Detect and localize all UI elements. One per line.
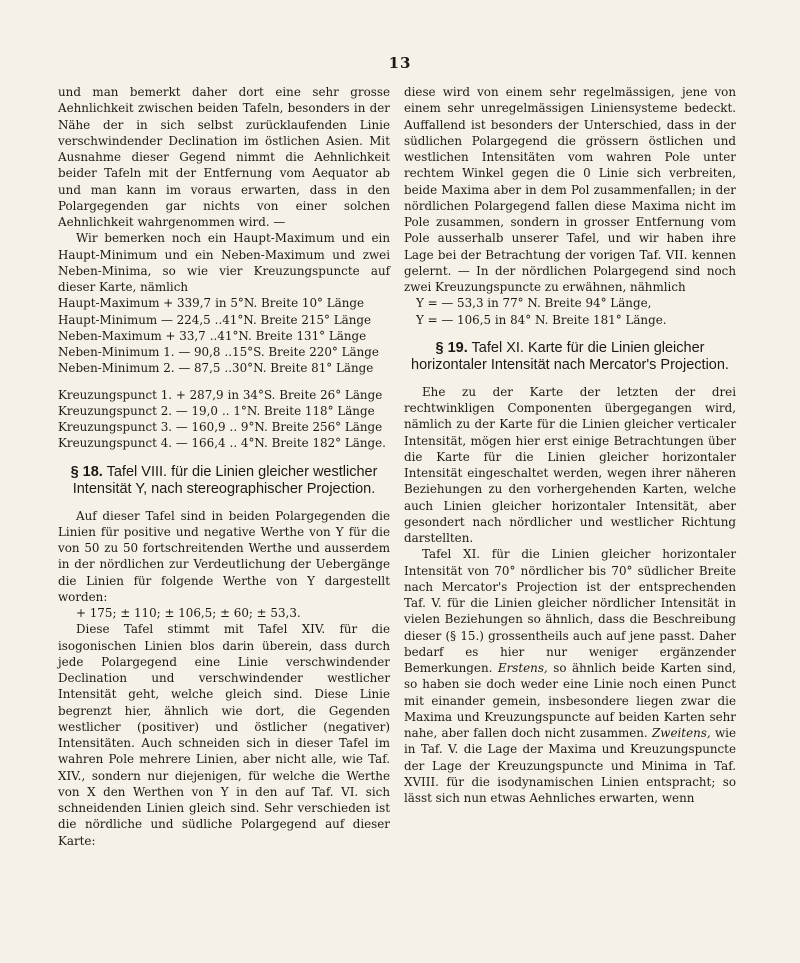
- crossing-row: [58, 419, 390, 435]
- emphasis-zweitens: Zweitens,: [652, 726, 711, 740]
- row-label: Kreuzungspunct 2. — 19,0: [58, 403, 218, 418]
- paragraph: Ehe zu der Karte der letzten der drei rechtwinkligen Componenten übergegangen wird, nämlich zu der Karte für die Linien gleicher verticaler Intensität, mögen hier erst einige Betrachtungen über die Karte für die Linien gleicher horizontaler Intensität eingeschaltet werden, wegen ihrer näheren Beziehungen zu den vorhergehenden Karten, welche auch Linien gleicher horizontaler Intensität, aber gesondert nach nördlicher und westlicher Richtung darstellten.: [404, 384, 736, 545]
- spacer: [58, 377, 390, 387]
- emphasis-erstens: Erstens,: [497, 661, 548, 675]
- paragraph: Diese Tafel stimmt mit Tafel XIV. für die isogonischen Linien blos darin überein, dass durch jede Polargegend eine Linie verschwindender Declination und verschwindender westlicher Intensität geht, welche gleich sind. Diese Linie begrenzt hier, ähnlich wie dort, die Gegenden westlicher (positiver) und östlicher (negativer) Intensitäten. Auch schneiden sich in dieser Tafel im wahren Pole mehrere Linien, aber nicht alle, wie Taf. XIV., sondern nur diejenigen, für welche die Werthe von X den Werthen von Y in den auf Taf. VI. sich schneidenden Linien gleich sind. Sehr verschieden ist die nördliche und südliche Polargegend auf dieser Karte:: [58, 622, 390, 848]
- paragraph: und man bemerkt daher dort eine sehr grosse Aehnlichkeit zwischen beiden Tafeln, besonders in der Nähe der in sich selbst zurücklaufenden Linie verschwindender Declination im östlichen Asien. Mit Ausnahme dieser Gegend nimmt die Aehnlichkeit beider Tafeln mit der Entfernung vom Aequator ab und man kann im voraus erwarten, dass in den Polargegenden gar nichts von einer solchen Aehnlichkeit wahrgenommen wird. —: [58, 85, 390, 229]
- row-value: in 34°S. Breite 26° Länge: [227, 387, 383, 402]
- paragraph: diese wird von einem sehr regelmässigen, jene von einem sehr unregelmässigen Liniensysteme bedeckt. Auffallend ist besonders der Unterschied, dass in der südlichen Polargegend die grössern östlichen und westlichen Intensitäten vom wahren Pole unter rechtem Winkel gegen die 0 Linie sich verbreiten, beide Maxima aber in dem Pol zusammenfallen; in der nördlichen Polargegend fallen diese Maxima nicht im Pole zusammen, sondern in grosser Entfernung vom Pole ausserhalb unserer Tafel, und wir haben ihre Lage bei der Betrachtung der vorigen Taf. VII. kennen gelernt. — In der nördlichen Polargegend sind noch zwei Kreuzungspuncte zu erwähnen, nähmlich: [404, 85, 736, 294]
- crossing-row: [58, 403, 390, 419]
- paragraph: Wir bemerken noch ein Haupt-Maximum und ein Haupt-Minimum und ein Neben-Maximum und zwei Neben-Minima, so wie vier Kreuzungspuncte auf dieser Karte, nämlich: [58, 231, 390, 294]
- crossing-row: [58, 435, 390, 451]
- left-column: [58, 84, 390, 849]
- extrema-list: [58, 295, 390, 376]
- row-value: ..41°N. Breite 215° Länge: [214, 312, 372, 327]
- row-value: in 5°N. Breite 10° Länge: [215, 296, 365, 311]
- section-heading-19: [404, 340, 736, 374]
- row-value: .. 9°N. Breite 256° Länge: [229, 420, 383, 434]
- row-label: Kreuzungspunct 4. — 166,4: [58, 436, 226, 451]
- row-value: .. 1°N. Breite 118° Länge: [221, 403, 375, 418]
- section-number: § 18.: [70, 463, 103, 480]
- section-title: Tafel VIII. für die Linien gleicher westlicher Intensität Y, nach stereographischer Projection.: [72, 463, 378, 497]
- row-value: ..30°N. Breite 81° Länge: [224, 361, 374, 376]
- section-title: Tafel XI. Karte für die Linien gleicher horizontaler Intensität nach Mercator's Projection.: [411, 339, 729, 373]
- section-number: § 19.: [435, 339, 468, 356]
- row-label: Neben-Maximum + 33,7: [58, 328, 206, 343]
- paragraph: Auf dieser Tafel sind in beiden Polargegenden die Linien für positive und negative Werthe von Y für die von 50 zu 50 fortschreitenden Werthe und ausserdem in der nördlichen zur Verdeutlichung der Uebergänge die Linien für folgende Werthe von Y dargestellt worden:: [58, 508, 390, 604]
- extremum-row: [58, 360, 390, 376]
- paragraph-part: Tafel XI. für die Linien gleicher horizontaler Intensität von 70° nördlicher bis 70° südlicher Breite nach Mercator's Projection ist der entsprechenden Taf. V. für die Linien gleicher nördlicher Intensität in vielen Beziehungen so ähnlich, dass die Beschreibung dieser (§ 15.) grossentheils auch auf jene passt. Daher bedarf es hier nur weniger ergänzender Bemerkungen.: [404, 547, 736, 675]
- crossing-row: [58, 387, 390, 403]
- row-label: Neben-Minimum 2. — 87,5: [58, 361, 221, 376]
- y-value-row: Y = — 106,5 in 84° N. Breite 181° Länge.: [416, 312, 667, 327]
- section-heading-18: [58, 464, 390, 498]
- crossing-list: [58, 387, 390, 452]
- paragraph-part: so ähnlich beide Karten sind, so haben sie doch weder eine Linie noch einen Punct mit einander gemein, insbesondere liegen zwar die Maxima und Kreuzungspuncte auf beiden Karten sehr nahe, aber fallen doch nicht zusammen.: [404, 661, 736, 740]
- page-number: 13: [388, 54, 412, 72]
- extremum-row: [58, 344, 390, 360]
- row-label: Kreuzungspunct 3. — 160,9: [58, 420, 226, 434]
- row-label: Kreuzungspunct 1. + 287,9: [58, 387, 224, 402]
- extremum-row: [58, 328, 390, 344]
- extremum-row: [58, 295, 390, 311]
- row-value: ..15°S. Breite 220° Länge: [224, 345, 379, 359]
- row-value: ..41°N. Breite 131° Länge: [209, 328, 367, 343]
- values-line: + 175; ± 110; ± 106,5; ± 60; ± 53,3.: [76, 606, 301, 620]
- row-value: .. 4°N. Breite 182° Länge.: [229, 436, 386, 451]
- paragraph: [404, 546, 736, 806]
- extremum-row: [58, 312, 390, 328]
- y-value-row: Y = — 53,3 in 77° N. Breite 94° Länge,: [416, 296, 652, 311]
- right-column: [404, 84, 736, 806]
- row-label: Haupt-Maximum + 339,7: [58, 296, 212, 311]
- paragraph-part: wie in Taf. V. die Lage der Maxima und Kreuzungspuncte der Lage der Kreuzungspuncte und Minima in Taf. XVIII. für die isodynamischen Linien entspracht; so lässt sich nun etwas Aehnliches erwarten, wenn: [404, 726, 737, 805]
- row-label: Neben-Minimum 1. — 90,8: [58, 345, 221, 359]
- row-label: Haupt-Minimum — 224,5: [58, 312, 211, 327]
